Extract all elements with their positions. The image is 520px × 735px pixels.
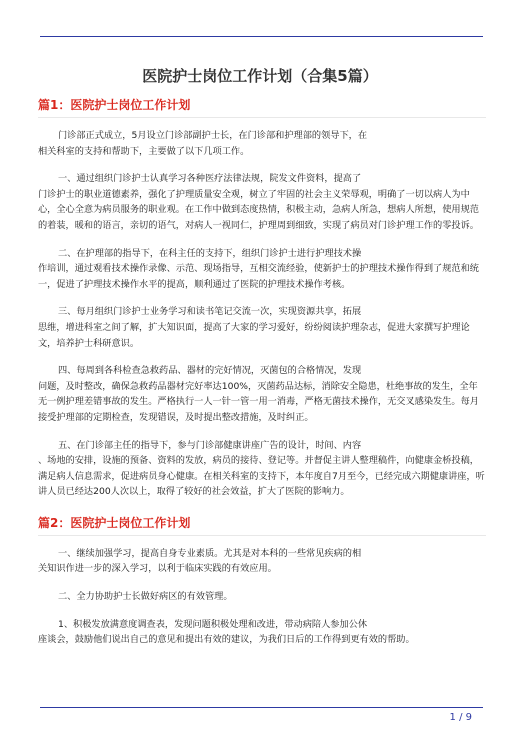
paragraph-rest: 关知识作进一步的深入学习，以利于临床实践的有效应用。 <box>38 563 277 575</box>
paragraph <box>38 438 486 500</box>
paragraph-rest: 作培训，通过观看技术操作录像、示范、现场指导，互相交流经验，使新护士的护理技术操作得到了规范和统一，促进了护理技术操作水平的提高，顺利通过了医院的护理技术操作考核。 <box>38 263 479 290</box>
paragraph <box>38 546 486 577</box>
top-rule <box>40 36 483 37</box>
paragraph-first-line: 门诊部正式成立，5月设立门诊部副护士长，在门诊部和护理部的领导下，在 <box>58 130 368 141</box>
section-1 <box>38 96 486 500</box>
section-heading: 篇2：医院护士岗位工作计划 <box>38 514 486 536</box>
paragraph <box>38 589 486 605</box>
paragraph-first-line: 四、每周到各科检查急救药品、器材的完好情况，灭菌包的合格情况，发现 <box>58 365 362 377</box>
paragraph <box>38 617 486 648</box>
paragraph-first-line: 1、积极发放满意度调查表，发现问题积极处理和改进，带动病陪人参加公休 <box>58 618 368 630</box>
paragraph <box>38 128 486 159</box>
paragraph-first-line: 五、在门诊部主任的指导下，参与门诊部健康讲座广告的设计，时间、内容 <box>58 439 362 451</box>
document-title: 医院护士岗位工作计划（合集5篇） <box>142 67 378 85</box>
paragraph-first-line: 二、全力协助护士长做好病区的有效管理。 <box>58 591 233 603</box>
paragraph <box>38 246 486 293</box>
paragraph-first-line: 三、每月组织门诊护士业务学习和读书笔记交流一次，实现资源共享，拓展 <box>58 306 362 318</box>
paragraph-rest: 思维，增进科室之间了解，扩大知识面，提高了大家的学习爱好，纷纷阅读护理杂志，促进大家撰写护理论文，培养护士科研意识。 <box>38 321 470 349</box>
bottom-rule <box>40 707 483 708</box>
document-body <box>38 96 486 660</box>
paragraph <box>38 304 486 351</box>
paragraph-first-line: 一、通过组织门诊护士认真学习各种医疗法律法规，院发文件资料，提高了 <box>58 173 362 185</box>
paragraph-rest: 相关科室的支持和帮助下，主要做了以下几项工作。 <box>38 145 250 157</box>
paragraph <box>38 363 486 425</box>
paragraph-first-line: 二、在护理部的指导下，在科主任的支持下，组织门诊护士进行护理技术操 <box>58 247 362 259</box>
paragraph-rest: 座谈会，鼓励他们说出自己的意见和提出有效的建议，为我们日后的工作得到更有效的帮助。 <box>38 634 415 646</box>
section-2 <box>38 514 486 648</box>
paragraph-rest: 、场地的安排，设施的预备、资料的发放，病员的接待、登记等。并督促主讲人整理稿件，向健康金桥投稿，满足病人信息需求，促进病员身心健康。在相关科室的支持下，本年度自7月至今，已经完成六期健康讲座，听讲人员已经达200人次以上，取得了较好的社会效益，扩大了医院的影响力。 <box>38 455 485 498</box>
section-heading: 篇1：医院护士岗位工作计划 <box>38 96 486 118</box>
paragraph <box>38 171 486 233</box>
paragraph-first-line: 一、继续加强学习，提高自身专业素质。尤其是对本科的一些常见疾病的相 <box>58 547 362 559</box>
paragraph-rest: 问题，及时整改，确保急救药品器材完好率达100%，灭菌药品达标，消除安全隐患，杜绝事故的发生，全年无一例护理差错事故的发生。严格执行一人一针一管一用一消毒，严格无菌技术操作，无交叉感染发生。每月接受护理部的定期检查，发现错误，及时提出整改措施，及时纠正。 <box>38 380 479 423</box>
paragraph-rest: 门诊护士的职业道德素养，强化了护理质量安全观，树立了牢固的社会主义荣辱观，明确了一切以病人为中心，全心全意为病员服务的职业观。在工作中做到态度热情，积极主动，急病人所急，想病人所想，使用规范的着装，暖和的语言，亲切的语气，对病人一视同仁，护理周到细致，实现了病员对门诊护理工作的零投诉。 <box>38 188 479 231</box>
page-number: 1 / 9 <box>449 712 472 723</box>
